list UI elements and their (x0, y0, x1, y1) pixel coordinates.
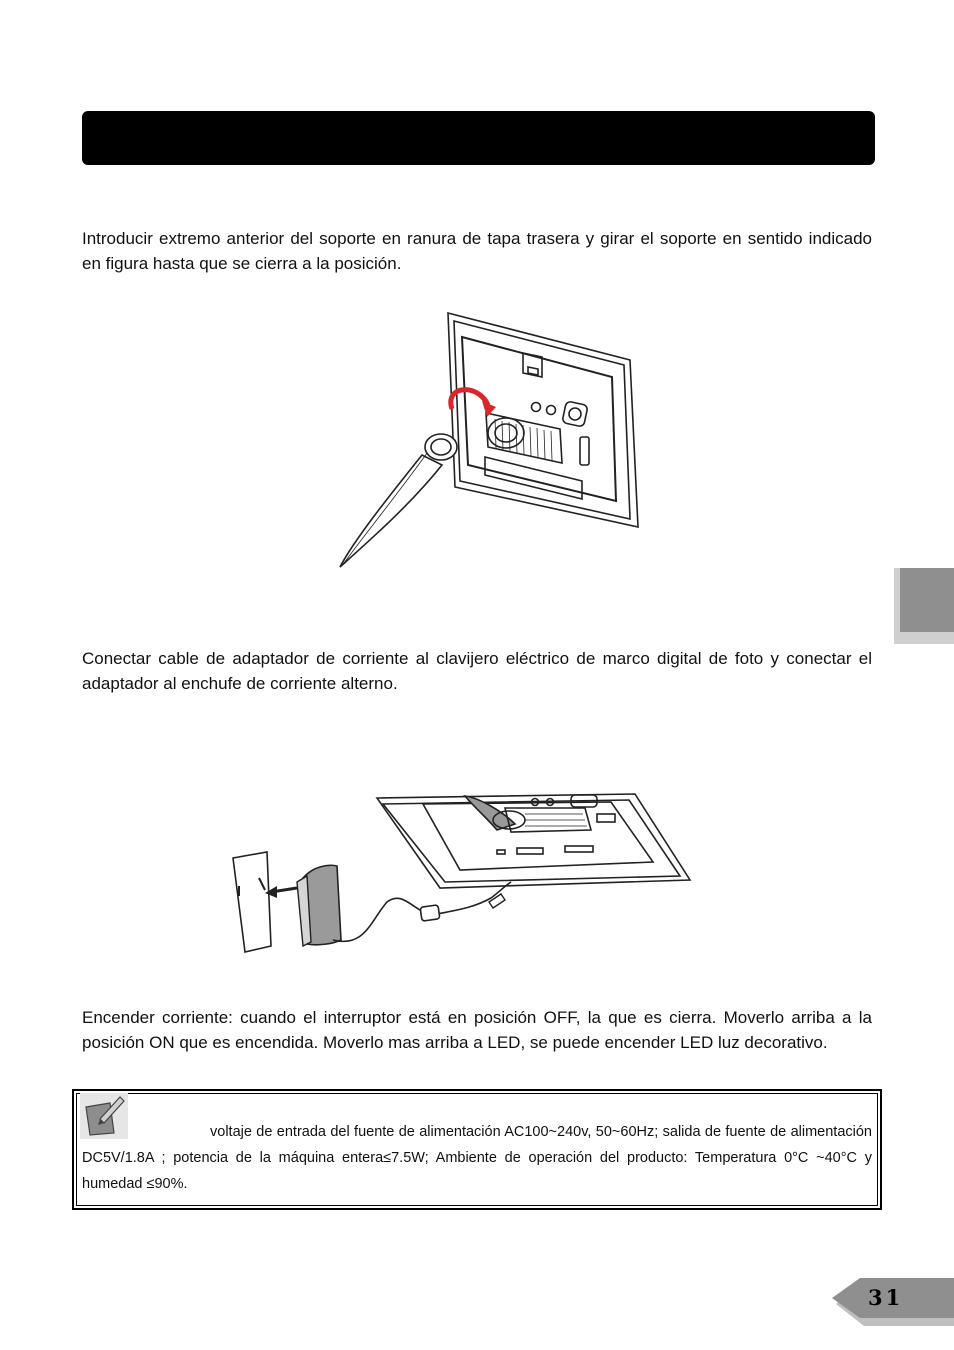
note-text (82, 1119, 872, 1197)
instruction-power-switch: Encender corriente: cuando el interruptor está en posición OFF, la que es cierra. Moverlo arriba a la posición ON que es encendida. Moverlo mas arriba a LED, se puede encender LED luz decorativo. (82, 1008, 872, 1052)
chapter-tab-marker (900, 568, 954, 632)
note-content: voltaje de entrada del fuente de alimentación AC100~240v, 50~60Hz; salida de fuente de alimentación DC5V/1.8A ; potencia de la máquina entera≤7.5W; Ambiente de operación del producto: Temperatura 0°C ~40°C y humedad ≤90%. (82, 1124, 872, 1192)
frame-stand-rotation-illustration (330, 305, 650, 570)
page-number: 31 (868, 1285, 904, 1310)
power-adapter-connection-illustration (225, 790, 695, 960)
instruction-stand: Introducir extremo anterior del soporte en ranura de tapa trasera y girar el soporte en sentido indicado en figura hasta que se cierra a la posición. (82, 229, 872, 273)
instruction-power-adapter: Conectar cable de adaptador de corriente al clavijero eléctrico de marco digital de foto y conectar el adaptador al enchufe de corriente alterno. (82, 649, 872, 693)
section-title-bar (82, 111, 875, 165)
